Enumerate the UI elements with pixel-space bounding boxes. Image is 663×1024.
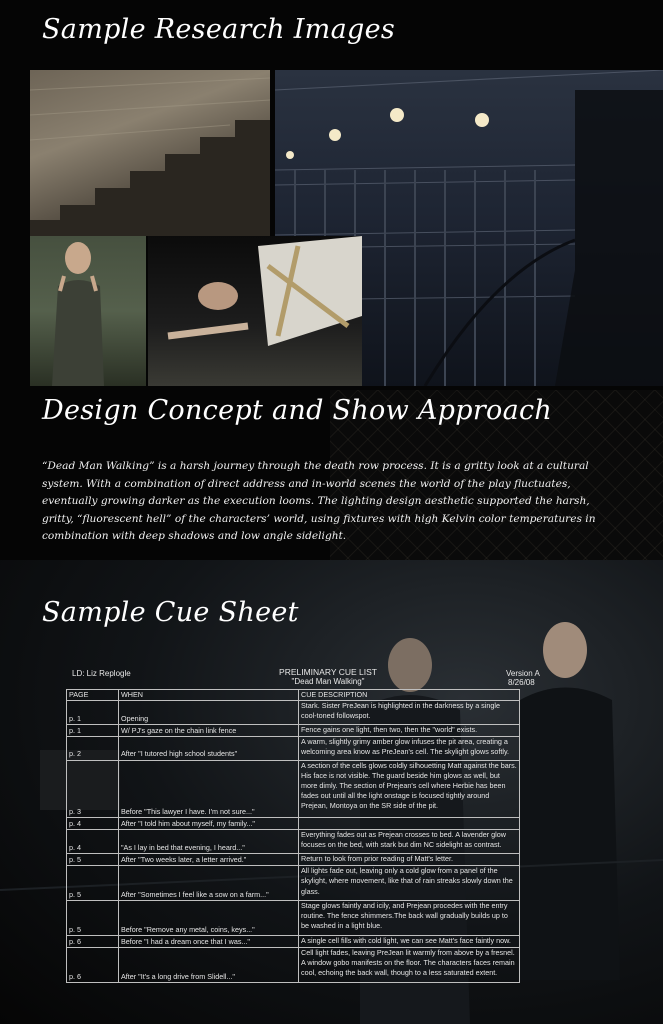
cue-table-header <box>67 690 520 701</box>
cue-sheet-heading: Sample Cue Sheet <box>42 597 299 628</box>
research-images-heading: Sample Research Images <box>42 14 395 45</box>
cue-page-cell: p. 2 <box>67 737 119 761</box>
cue-description-cell: Stage glows faintly and icily, and Prejean procedes with the entry routine. The fence shimmers.The back wall gradually builds up to be washed in a light blue. <box>299 900 520 935</box>
woman-tank-top-photo <box>30 236 146 386</box>
cue-row <box>67 900 520 935</box>
cue-row <box>67 724 520 736</box>
cue-row <box>67 817 520 829</box>
cue-when-cell: After "It's a long drive from Slidell..." <box>119 948 299 983</box>
cue-row <box>67 830 520 854</box>
cue-description-cell: Fence gains one light, then two, then the "world" exists. <box>299 724 520 736</box>
design-concept-heading: Design Concept and Show Approach <box>42 395 553 426</box>
cue-when-cell: Opening <box>119 701 299 725</box>
cue-description-cell: Cell light fades, leaving PreJean lit warmly from above by a fresnel. A window gobo manifests on the floor. The characters faces remain cool, echoing the back wall, though to a less saturated extent. <box>299 948 520 983</box>
cue-page-cell: p. 4 <box>67 817 119 829</box>
cue-row <box>67 866 520 901</box>
concept-paragraph: “Dead Man Walking” is a harsh journey through the death row process. It is a gritty look at a cultural system. With a combination of direct address and in-world scenes the world of the play fluctuates, eventually growing darker as the execution looms. The lighting design aesthetic supported the harsh, gritty, “fluorescent hell” of the characters’ world, using fixtures with high Kelvin color temperatures in combination with deep shadows and low angle sidelight. <box>42 460 596 543</box>
cue-row <box>67 760 520 817</box>
cue-page-cell: p. 5 <box>67 853 119 865</box>
cue-page-cell: p. 6 <box>67 935 119 947</box>
cue-when-cell: After "Sometimes I feel like a sow on a farm..." <box>119 866 299 901</box>
cue-when-cell: Before "I had a dream once that I was..." <box>119 935 299 947</box>
cue-page-cell: p. 5 <box>67 866 119 901</box>
cue-when-cell: After "Two weeks later, a letter arrived." <box>119 853 299 865</box>
cue-page-cell: p. 6 <box>67 948 119 983</box>
cue-when-cell: After "I told him about myself, my family..." <box>119 817 299 829</box>
cue-when-cell: Before "This lawyer I have. I'm not sure..." <box>119 760 299 817</box>
description-column-header: CUE DESCRIPTION <box>299 690 520 701</box>
bound-figure-photo <box>148 236 362 386</box>
cue-when-cell: W/ PJ's gaze on the chain link fence <box>119 724 299 736</box>
cue-row <box>67 737 520 761</box>
cue-row <box>67 853 520 865</box>
cue-row <box>67 701 520 725</box>
cue-description-cell <box>299 817 520 829</box>
cue-row <box>67 948 520 983</box>
when-column-header: WHEN <box>119 690 299 701</box>
concrete-stairs-photo <box>30 70 270 236</box>
cue-table <box>66 689 520 983</box>
cue-when-cell: After "I tutored high school students" <box>119 737 299 761</box>
lighting-designer-credit: LD: Liz Replogle <box>72 669 131 678</box>
cue-page-cell: p. 1 <box>67 724 119 736</box>
version-label: Version A <box>506 669 540 678</box>
play-title: "Dead Man Walking" <box>291 677 365 686</box>
cue-page-cell: p. 1 <box>67 701 119 725</box>
page-column-header: PAGE <box>67 690 119 701</box>
cue-page-cell: p. 5 <box>67 900 119 935</box>
cue-description-cell: A section of the cells glows coldly silhouetting Matt against the bars. His face is not visible. The guard beside him glows as well, but more dimly. The section of Prejean's cell where Herbie has been fades out until all the light onstage is focused tightly around Prejean, Montoya on the SR side of the pit. <box>299 760 520 817</box>
cue-description-cell: A single cell fills with cold light, we can see Matt's face faintly now. <box>299 935 520 947</box>
cue-when-cell: Before "Remove any metal, coins, keys..." <box>119 900 299 935</box>
cue-when-cell: "As I lay in bed that evening, I heard..." <box>119 830 299 854</box>
cue-list-title: PRELIMINARY CUE LIST <box>279 667 377 677</box>
cue-description-cell: Return to look from prior reading of Matt's letter. <box>299 853 520 865</box>
cue-description-cell: All lights fade out, leaving only a cold glow from a panel of the skylight, where movement, like that of rain streaks slowly down the glass. <box>299 866 520 901</box>
cue-description-cell: A warm, slightly grimy amber glow infuses the pit area, creating a welcoming area know as PreJean's cell. The skylight glows softly. <box>299 737 520 761</box>
cue-row <box>67 935 520 947</box>
cue-page-cell: p. 3 <box>67 760 119 817</box>
cue-description-cell: Everything fades out as Prejean crosses to bed. A lavender glow focuses on the bed, with stark but dim NC sidelight as contrast. <box>299 830 520 854</box>
cue-page-cell: p. 4 <box>67 830 119 854</box>
cue-date: 8/26/08 <box>508 678 535 687</box>
cue-description-cell: Stark. Sister PreJean is highlighted in the darkness by a single cool-toned followspot. <box>299 701 520 725</box>
